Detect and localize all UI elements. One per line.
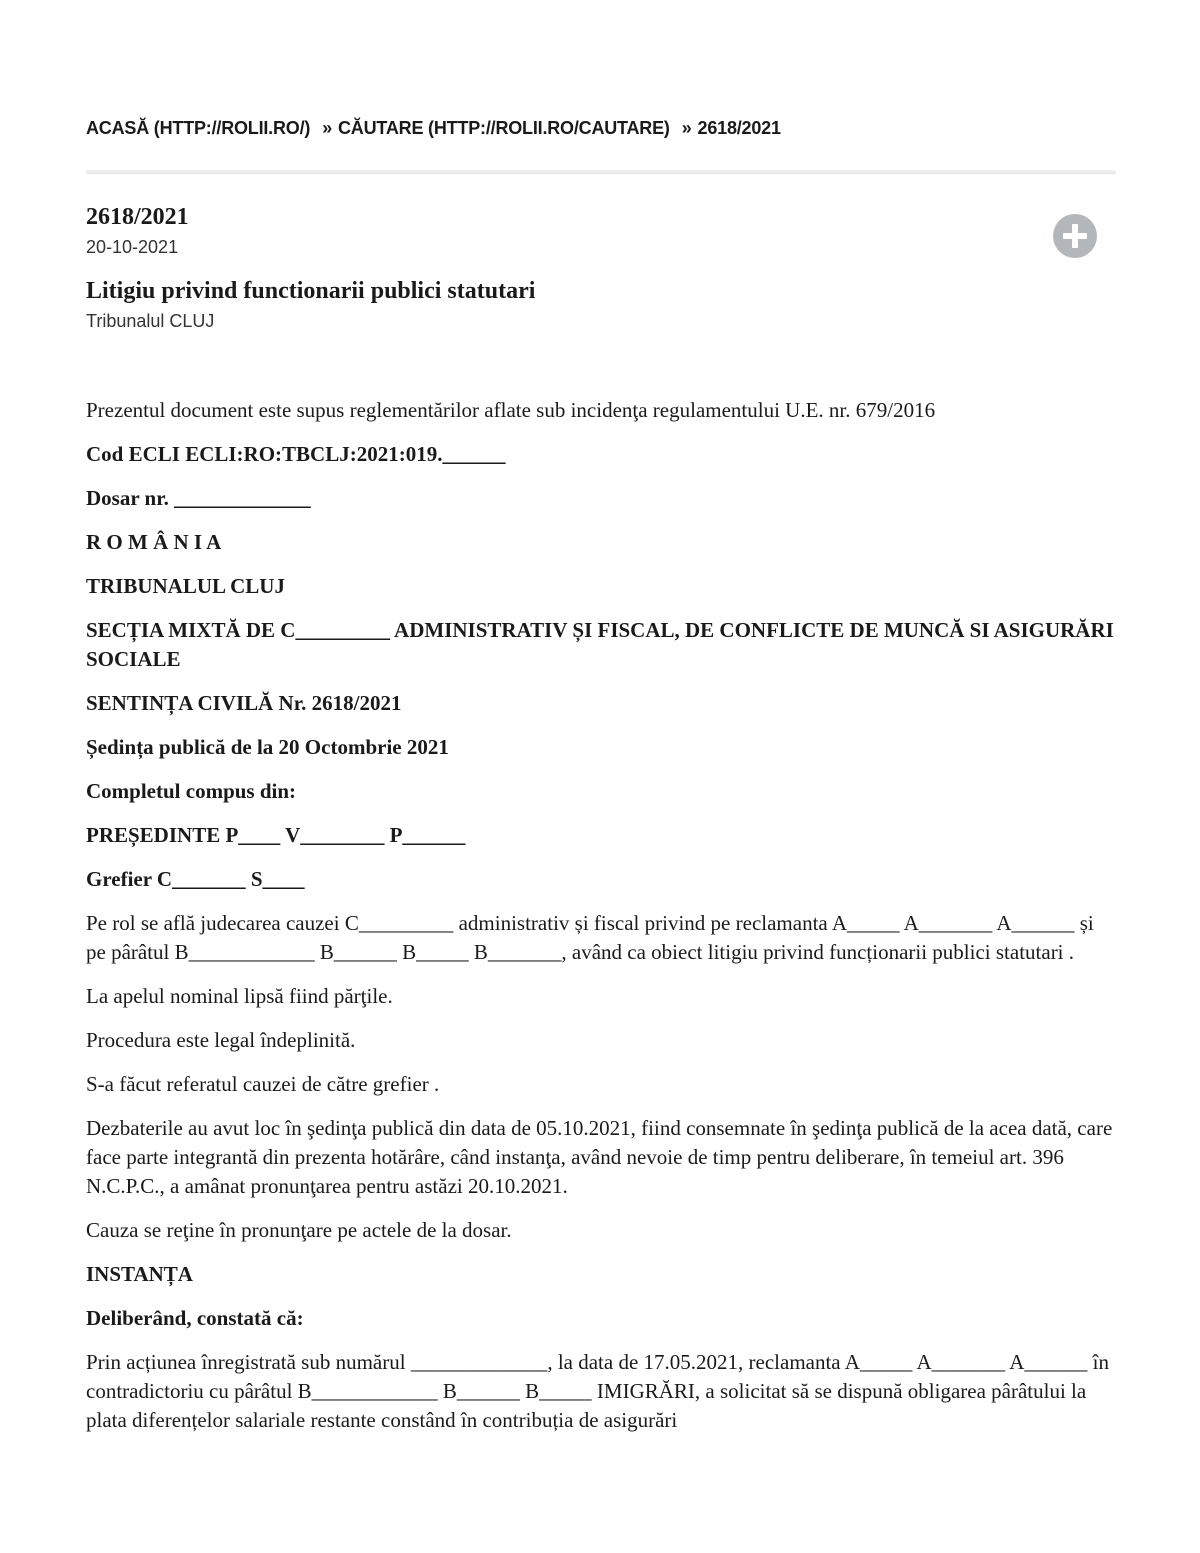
breadcrumb-home-link[interactable]: ACASĂ (HTTP://ROLII.RO/) (86, 118, 311, 138)
breadcrumb-separator: » (681, 118, 692, 138)
country-heading: R O M Â N I A (86, 530, 222, 554)
court-name: Tribunalul CLUJ (86, 311, 215, 331)
clerk-line: Grefier C_______ S____ (86, 867, 305, 891)
sentence-heading: SENTINȚA CIVILĂ Nr. 2618/2021 (86, 691, 402, 715)
case-title: Litigiu privind functionarii publici statutari (86, 278, 536, 304)
breadcrumb (86, 118, 781, 139)
breadcrumb-separator: » (322, 118, 332, 138)
panel-heading: Completul compus din: (86, 779, 297, 803)
breadcrumb-search-link[interactable]: CĂUTARE (HTTP://ROLII.RO/CAUTARE) (338, 118, 670, 138)
privacy-notice: Prezentul document este supus reglementărilor aflate sub incidenţa regulamentului U.E. nr. 679/2016 (86, 398, 936, 422)
document-paragraph: Dezbaterile au avut loc în şedinţa publică din data de 05.10.2021, fiind consemnate în şedinţa publică de la acea dată, care face parte integrantă din prezenta hotărâre, când instanţa, având nevoie de timp pentru deliberare, în temeiul art. 396 N.C.P.C., a amânat pronunţarea pentru astăzi 20.10.2021. (86, 1116, 1113, 1198)
document-paragraph: La apelul nominal lipsă fiind părţile. (86, 984, 393, 1008)
document-paragraph: S-a făcut referatul cauzei de către grefier . (86, 1072, 440, 1096)
section-heading: SECȚIA MIXTĂ DE C_________ ADMINISTRATIV ȘI FISCAL, DE CONFLICTE DE MUNCĂ SI ASIGURĂRI SOCIALE (86, 618, 1114, 671)
court-heading: TRIBUNALUL CLUJ (86, 574, 285, 598)
document-paragraph: Procedura este legal îndeplinită. (86, 1028, 356, 1052)
session-heading: Ședința publică de la 20 Octombrie 2021 (86, 735, 449, 759)
document-paragraph: Prin acțiunea înregistrată sub numărul _____________, la data de 17.05.2021, reclamanta A_____ A_______ A______ în contradictoriu cu pârâtul B____________ B______ B_____ IMIGRĂRI, a solicitat să se dispună obligarea pârâtului la plata diferențelor salariale restante constând în contribuția de asigurări (86, 1350, 1109, 1432)
instance-heading: INSTANȚA (86, 1262, 193, 1286)
file-number: Dosar nr. _____________ (86, 486, 311, 510)
header-divider (86, 170, 1116, 173)
president-line: PREȘEDINTE P____ V________ P______ (86, 823, 466, 847)
case-date: 20-10-2021 (86, 237, 179, 257)
document-body (86, 396, 1116, 1450)
plus-circle-icon (1053, 214, 1097, 258)
breadcrumb-current: 2618/2021 (697, 118, 781, 138)
case-number: 2618/2021 (86, 204, 189, 230)
document-paragraph: Cauza se reţine în pronunţare pe actele de la dosar. (86, 1218, 512, 1242)
ecli-code: Cod ECLI ECLI:RO:TBCLJ:2021:019.______ (86, 442, 506, 466)
deliberation-heading: Deliberând, constată că: (86, 1306, 304, 1330)
add-button[interactable] (1053, 214, 1097, 258)
document-paragraph: Pe rol se află judecarea cauzei C_________ administrativ și fiscal privind pe reclamanta A_____ A_______ A______ și pe pârâtul B____________ B______ B_____ B_______, având ca obiect litigiu privind funcționarii publici statutari . (86, 911, 1094, 964)
